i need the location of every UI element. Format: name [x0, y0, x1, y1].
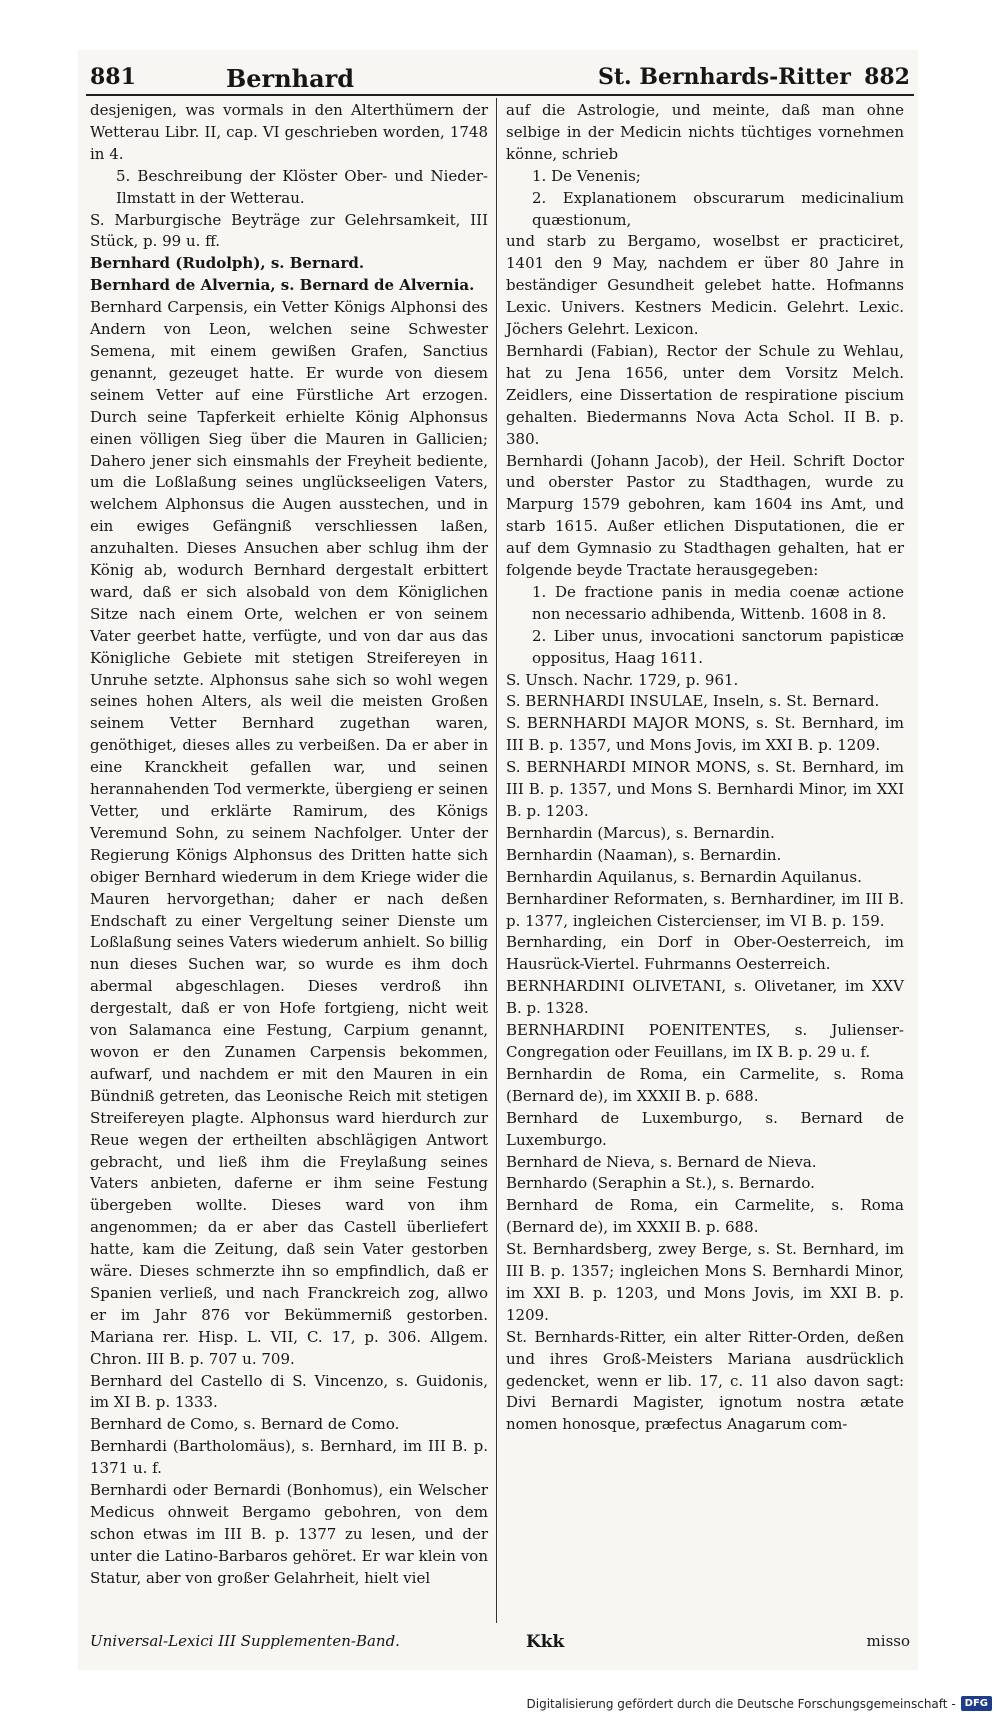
page-number-right: 882 — [864, 64, 910, 90]
entry-paragraph: Bernhard del Castello di S. Vincenzo, s. Guidonis, im XI B. p. 1333. — [90, 1371, 488, 1412]
entry-paragraph: Bernhardin (Naaman), s. Bernardin. — [506, 845, 782, 864]
list-item: 1. De fractione panis in media coenæ actione non necessario adhibenda, Wittenb. 1608 in 8. — [532, 582, 904, 623]
right-column — [506, 100, 904, 1436]
entry-paragraph: Bernhardi (Fabian), Rector der Schule zu Wehlau, hat zu Jena 1656, unter dem Vorsitz Melch. Zeidlers, eine Dissertation de respiratione piscium gehalten. Biedermanns Nova Acta Schol. II B. p. 380. — [506, 341, 904, 448]
entry-paragraph: Bernhard de Como, s. Bernard de Como. — [90, 1415, 400, 1434]
entry-paragraph: St. Bernhardsberg, zwey Berge, s. St. Bernhard, im III B. p. 1357; ingleichen Mons S. Bernhardi Minor, im XXI B. p. 1203, und Mons Jovis, im XXI B. p. 1209. — [506, 1240, 904, 1324]
dfg-credit-text: Digitalisierung gefördert durch die Deutsche Forschungsgemeinschaft - — [526, 1696, 956, 1711]
entry-paragraph: BERNHARDINI OLIVETANI, s. Olivetaner, im XXV B. p. 1328. — [506, 977, 904, 1018]
header-rule — [86, 94, 914, 96]
column-divider — [496, 98, 497, 1623]
entry-paragraph: S. BERNHARDI MINOR MONS, s. St. Bernhard, im III B. p. 1357, und Mons S. Bernhardi Minor, im XXI B. p. 1203. — [506, 758, 904, 820]
entry-paragraph: St. Bernhards-Ritter, ein alter Ritter-Orden, deßen und ihres Groß-Meisters Mariana ausdrücklich gedencket, wenn er lib. 17, c. 11 also davon sagt: Divi Bernardi Magister, ignotum nostra ætate nomen honosque, præfectus Anagarum com- — [506, 1327, 904, 1434]
entry-paragraph: Bernhard Carpensis, ein Vetter Königs Alphonsi des Andern von Leon, welchen seine Schwester Semena, mit einem gewißen Grafen, Sanctius genannt, gezeuget hatte. Er wurde von diesem seinem Vetter auf eine Fürstliche Art erzogen. Durch seine Tapferkeit erhielte König Alphonsus einen völligen Sieg über die Mauren in Gallicien; Dahero jener sich einsmahls der Freyheit bediente, um die Loßlaßung seines unglückseeligen Vaters, welchem Alphonsus die Augen ausstechen, und in ein ewiges Gefängniß verschliessen laßen, anzuhalten. Dieses Ansuchen aber schlug ihm der König ab, wodurch Bernhard dergestalt erbittert ward, daß er sich alsobald von dem Königlichen Sitze nach einem Orte, welchen er von seinem Vater geerbet hatte, verfügte, und von dar aus das Königliche Gebiete mit stetigen Streifereyen in Unruhe setzte. Alphonsus sahe sich so wohl wegen seines hohen Alters, als weil die meisten Großen seinem Vetter Bernhard zugethan waren, genöthiget, dieses alles zu verbeißen. Da er aber in eine Kranckheit gefallen war, und seinen herannahenden Tod vermerkte, übergieng er seinen Vetter, und erklärte Ramirum, des Königs Veremund Sohn, zu seinem Nachfolger. Unter der Regierung Königs Alphonsus des Dritten hatte sich obiger Bernhard wiederum in dem Kriege wider die Mauren hervorgethan; daher er nach deßen Endschaft zu einer Vergeltung seiner Dienste um Loßlaßung seines Vaters wiederum anhielt. So billig nun dieses Suchen war, so wurde es ihm doch abermal abgeschlagen. Dieses verdroß ihn dergestalt, daß er von Hofe fortgieng, nicht weit von Salamanca eine Festung, Carpium genannt, wovon er den Zunamen Carpensis bekommen, aufwarf, und nachdem er mit den Mauren in ein Bündniß getreten, das Leonische Reich mit stetigen Streifereyen plagte. Alphonsus ward hierdurch zur Reue wegen der ertheilten abschlägigen Antwort gebracht, und ließ ihm die Freylaßung seines Vaters anbieten, daferne er ihm seine Festung übergeben wollte. Dieses ward von ihm angenommen; da er aber das Castell überliefert hatte, kam die Zeitung, daß sein Vater gestorben wäre. Dieses schmerzte ihn so empfindlich, daß er Spanien verließ, und nach Franckreich zog, allwo er im Jahr 876 vor Bekümmerniß gestorben. Mariana rer. Hisp. L. VII, C. 17, p. 306. Allgem. Chron. III B. p. 707 u. 709. — [90, 298, 488, 1368]
entry-paragraph: BERNHARDINI POENITENTES, s. Julienser-Congregation oder Feuillans, im IX B. p. 29 u. f. — [506, 1021, 904, 1061]
catchword: misso — [866, 1632, 910, 1650]
page-number-left: 881 — [90, 64, 136, 90]
reference-line: S. Marburgische Beyträge zur Gelehrsamkeit, III Stück, p. 99 u. ff. — [90, 210, 488, 251]
reference-line: S. Unsch. Nachr. 1729, p. 961. — [506, 670, 739, 689]
entry-paragraph: Bernhardin Aquilanus, s. Bernardin Aquilanus. — [506, 867, 862, 886]
entry-paragraph: Bernhardiner Reformaten, s. Bernhardiner, im III B. p. 1377, ingleichen Cistercienser, im VI B. p. 159. — [506, 889, 904, 930]
entry-paragraph: Bernhard de Luxemburgo, s. Bernard de Luxemburgo. — [506, 1108, 904, 1149]
entry-paragraph: S. BERNHARDI MAJOR MONS, s. St. Bernhard, im III B. p. 1357, und Mons Jovis, im XXI B. p. 1209. — [506, 714, 904, 755]
entry-paragraph: desjenigen, was vormals in den Alterthümern der Wetterau Libr. II, cap. VI geschrieben worden, 1748 in 4. — [90, 101, 488, 163]
entry-paragraph: Bernhardo (Seraphin a St.), s. Bernardo. — [506, 1174, 815, 1193]
dfg-logo-icon: DFG — [961, 1696, 992, 1711]
list-item: 2. Explanationem obscurarum medicinalium quæstionum, — [532, 188, 904, 229]
entry-paragraph: Bernharding, ein Dorf in Ober-Oesterreich, im Hausrück-Viertel. Fuhrmanns Oesterreich. — [506, 933, 904, 974]
entry-paragraph: Bernhardi (Bartholomäus), s. Bernhard, im III B. p. 1371 u. f. — [90, 1437, 488, 1478]
entry-paragraph: Bernhardi oder Bernardi (Bonhomus), ein Welscher Medicus ohnweit Bergamo gebohren, von dem schon etwas im III B. p. 1377 zu lesen, und der unter die Latino-Barbaros gehöret. Er war klein von Statur, aber von großer Gelahrheit, hielt viel — [90, 1481, 488, 1587]
entry-paragraph: auf die Astrologie, und meinte, daß man ohne selbige in der Medicin nichts tüchtiges vornehmen könne, schrieb — [506, 101, 904, 163]
entry-paragraph: Bernhardin (Marcus), s. Bernardin. — [506, 823, 775, 842]
left-column — [90, 100, 488, 1590]
entry-heading: Bernhard de Alvernia, s. Bernard de Alvernia. — [90, 276, 475, 295]
running-head-left: Bernhard — [226, 64, 355, 93]
entry-paragraph: S. BERNHARDI INSULAE, Inseln, s. St. Bernard. — [506, 692, 880, 711]
list-item: 1. De Venenis; — [532, 166, 641, 185]
entry-heading: Bernhard (Rudolph), s. Bernard. — [90, 254, 365, 273]
sheet-mark: Kkk — [526, 1632, 565, 1652]
entry-paragraph: Bernhard de Roma, ein Carmelite, s. Roma (Bernard de), im XXXII B. p. 688. — [506, 1196, 904, 1237]
book-page — [78, 50, 918, 1670]
entry-paragraph: Bernhard de Nieva, s. Bernard de Nieva. — [506, 1152, 817, 1171]
list-item: 5. Beschreibung der Klöster Ober- und Nieder-Ilmstatt in der Wetterau. — [116, 166, 488, 207]
entry-paragraph: Bernhardi (Johann Jacob), der Heil. Schrift Doctor und oberster Pastor zu Stadthagen, wurde zu Marpurg 1579 gebohren, kam 1604 ins Amt, und starb 1615. Außer etlichen Disputationen, die er auf dem Gymnasio zu Stadthagen gehalten, hat er folgende beyde Tractate herausgegeben: — [506, 451, 904, 580]
dfg-credit — [527, 1696, 993, 1711]
entry-paragraph: Bernhardin de Roma, ein Carmelite, s. Roma (Bernard de), im XXXII B. p. 688. — [506, 1064, 904, 1105]
list-item: 2. Liber unus, invocationi sanctorum papisticæ oppositus, Haag 1611. — [532, 626, 904, 667]
running-head-right: St. Bernhards-Ritter — [598, 64, 851, 90]
volume-signature: Universal-Lexici III Supplementen-Band. — [90, 1632, 400, 1650]
entry-paragraph: und starb zu Bergamo, woselbst er practiciret, 1401 den 9 May, nachdem er über 80 Jahre in beständiger Gesundheit gelebet hatte. Hofmanns Lexic. Univers. Kestners Medicin. Gelehrt. Lexic. Jöchers Gelehrt. Lexicon. — [506, 232, 904, 339]
